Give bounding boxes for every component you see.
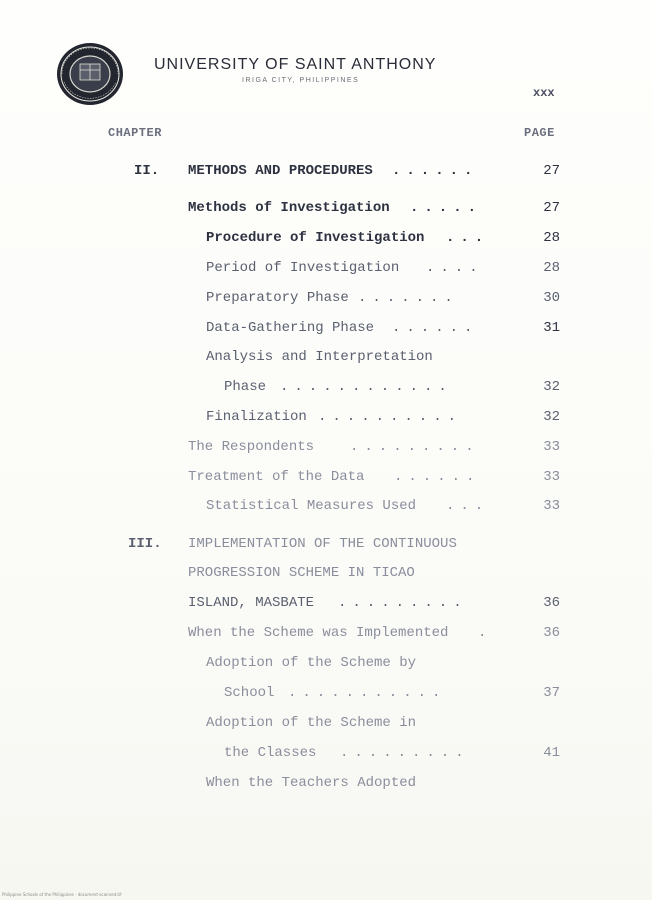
chapter-column-label: CHAPTER xyxy=(108,126,162,140)
toc-entry-leader: ... xyxy=(446,498,490,514)
toc-entry-title: School xyxy=(224,685,275,701)
toc-entry-leader: ...... xyxy=(392,163,479,179)
toc-entry-title: When the Scheme was Implemented xyxy=(188,625,449,641)
toc-entry-title: Treatment of the Data xyxy=(188,469,365,485)
toc-entry-title: Statistical Measures Used xyxy=(206,498,417,514)
university-seal-icon xyxy=(56,42,124,106)
toc-entry-leader: ............ xyxy=(280,379,453,395)
toc-entry-title: Finalization xyxy=(206,409,307,425)
toc-entry-page: 31 xyxy=(543,320,560,336)
chapter-number: III. xyxy=(128,536,162,552)
toc-entry-page: 28 xyxy=(543,260,560,276)
toc-entry-leader: ......... xyxy=(350,439,480,455)
toc-entry-title: Adoption of the Scheme by xyxy=(206,655,417,671)
page-number: xxx xyxy=(533,86,555,100)
toc-entry-title: Data-Gathering Phase xyxy=(206,320,375,336)
toc-entry-title: IMPLEMENTATION OF THE CONTINUOUS xyxy=(188,536,457,552)
toc-entry-leader: ... xyxy=(446,230,490,246)
toc-entry-title: Preparatory Phase xyxy=(206,290,349,306)
toc-entry-title: the Classes xyxy=(224,745,317,761)
toc-entry-leader: ..... xyxy=(410,200,483,216)
toc-entry-page: 36 xyxy=(543,625,560,641)
toc-entry-title: The Respondents xyxy=(188,439,315,455)
toc-entry-page: 41 xyxy=(543,745,560,761)
toc-entry-page: 27 xyxy=(543,200,560,216)
university-city: IRIGA CITY, PHILIPPINES xyxy=(242,77,360,84)
toc-entry-leader: .... xyxy=(426,260,484,276)
toc-entry-page: 32 xyxy=(543,379,560,395)
toc-entry-title: ISLAND, MASBATE xyxy=(188,595,315,611)
toc-entry-page: 36 xyxy=(543,595,560,611)
scan-footer: Philippine Schools of the Philippines · document-scanned.tif xyxy=(2,892,122,897)
toc-entry-title: Analysis and Interpretation xyxy=(206,349,433,365)
toc-entry-title: When the Teachers Adopted xyxy=(206,775,417,791)
toc-entry-title: Adoption of the Scheme in xyxy=(206,715,417,731)
toc-entry-title: Methods of Investigation xyxy=(188,200,390,216)
toc-entry-page: 32 xyxy=(543,409,560,425)
toc-entry-title: Procedure of Investigation xyxy=(206,230,425,246)
toc-entry-title: Phase xyxy=(224,379,267,395)
chapter-number: II. xyxy=(134,163,160,179)
university-name: UNIVERSITY OF SAINT ANTHONY xyxy=(154,56,437,73)
toc-entry-page: 28 xyxy=(543,230,560,246)
toc-entry-leader: .......... xyxy=(318,409,463,425)
toc-entry-title: Period of Investigation xyxy=(206,260,400,276)
toc-entry-leader: ...... xyxy=(394,469,481,485)
toc-entry-leader: ......... xyxy=(338,595,468,611)
toc-entry-leader: ........... xyxy=(288,685,447,701)
toc-entry-page: 33 xyxy=(543,469,560,485)
toc-entry-leader: ......... xyxy=(340,745,470,761)
toc-entry-leader: ....... xyxy=(358,290,459,306)
toc-entry-leader: ...... xyxy=(392,320,479,336)
toc-entry-page: 37 xyxy=(543,685,560,701)
toc-entry-page: 33 xyxy=(543,498,560,514)
toc-entry-page: 33 xyxy=(543,439,560,455)
toc-entry-leader: . xyxy=(478,625,493,641)
page-column-label: PAGE xyxy=(524,126,555,140)
toc-entry-title: PROGRESSION SCHEME IN TICAO xyxy=(188,565,415,581)
toc-entry-title: METHODS AND PROCEDURES xyxy=(188,163,373,179)
toc-entry-page: 30 xyxy=(543,290,560,306)
toc-entry-page: 27 xyxy=(543,163,560,179)
